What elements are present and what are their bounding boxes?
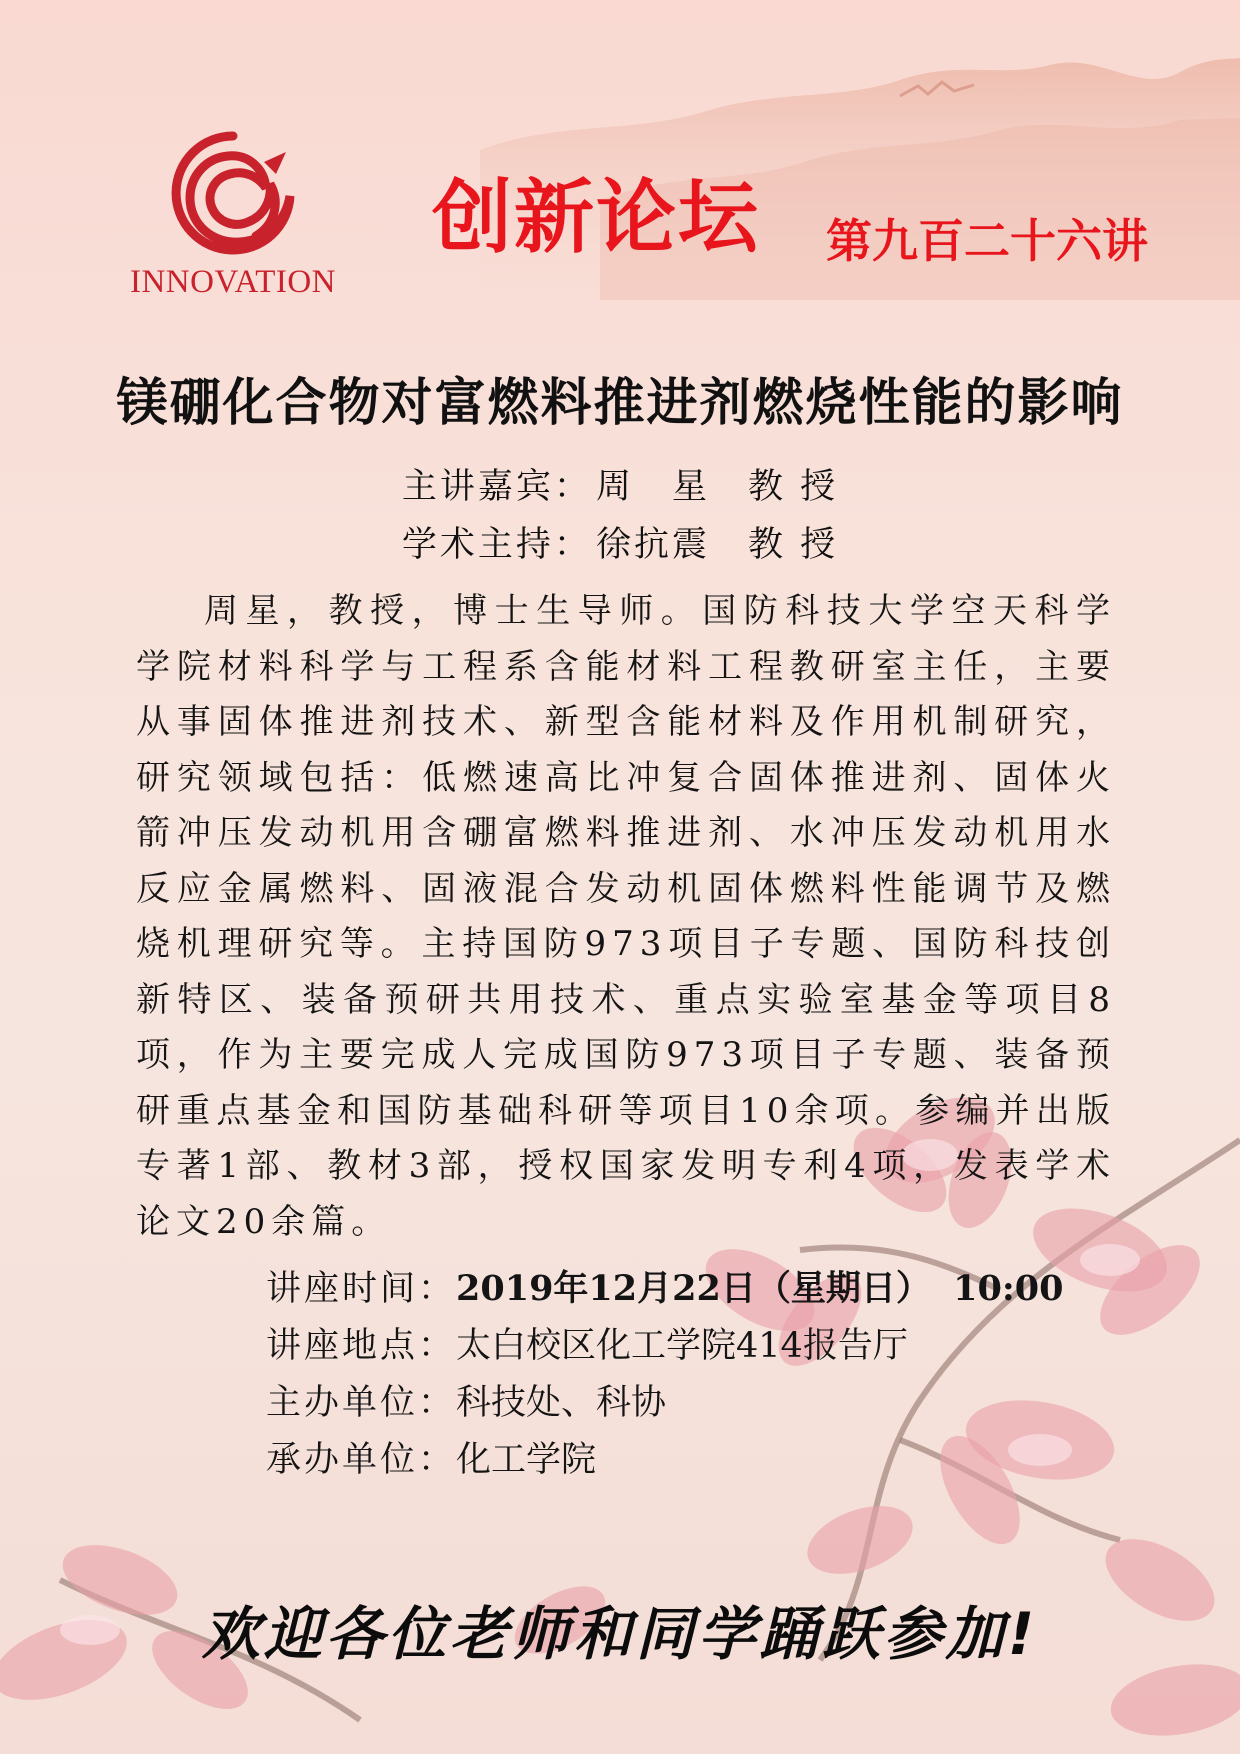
time-label: 讲座时间： xyxy=(266,1269,457,1309)
lecture-people xyxy=(0,458,1240,574)
speaker-row xyxy=(0,458,1240,516)
speaker-name: 周 星 教 授 xyxy=(595,467,839,507)
organizer-value: 科技处、科协 xyxy=(456,1383,667,1423)
host-name: 徐抗震 教 授 xyxy=(595,525,839,565)
venue-row xyxy=(266,1318,1063,1375)
organizer-row xyxy=(266,1375,1063,1432)
host-row xyxy=(0,516,1240,574)
lecture-series-number: 第九百二十六讲 xyxy=(826,214,1148,268)
time-row xyxy=(266,1260,1063,1318)
host-unit-value: 化工学院 xyxy=(456,1440,597,1480)
time-date: 2019年12月22日（星期日） xyxy=(456,1268,931,1309)
time-clock: 10:00 xyxy=(953,1268,1064,1309)
host-unit-label: 承办单位： xyxy=(266,1440,457,1480)
venue-value: 太白校区化工学院414报告厅 xyxy=(456,1326,908,1366)
forum-title: 创新论坛 xyxy=(432,171,760,264)
logo-text: INNOVATION xyxy=(129,264,337,300)
event-details xyxy=(266,1260,1063,1489)
lecture-title: 镁硼化合物对富燃料推进剂燃烧性能的影响 xyxy=(116,373,1124,433)
innovation-swirl-icon xyxy=(168,128,298,258)
welcome-message: 欢迎各位老师和同学踊跃参加! xyxy=(201,1600,1039,1668)
organizer-label: 主办单位： xyxy=(266,1383,457,1423)
speaker-label: 主讲嘉宾： xyxy=(401,467,592,507)
venue-label: 讲座地点： xyxy=(266,1326,457,1366)
host-unit-row xyxy=(266,1432,1063,1489)
host-label: 学术主持： xyxy=(401,525,592,565)
innovation-logo xyxy=(118,128,348,308)
speaker-biography: 周星，教授，博士生导师。国防科技大学空天科学学院材料科学与工程系含能材料工程教研室主任，主要从事固体推进剂技术、新型含能材料及作用机制研究，研究领域包括：低燃速高比冲复合固体推进剂、固体火箭冲压发动机用含硼富燃料推进剂、水冲压发动机用水反应金属燃料、固液混合发动机固体燃料性能调节及燃烧机理研究等。主持国防973项目子专题、国防科技创新特区、装备预研共用技术、重点实验室基金等项目8项，作为主要完成人完成国防973项目子专题、装备预研重点基金和国防基础科研等项目10余项。参编并出版专著1部、教材3部，授权国家发明专利4项，发表学术论文20余篇。 xyxy=(136,591,1116,1242)
